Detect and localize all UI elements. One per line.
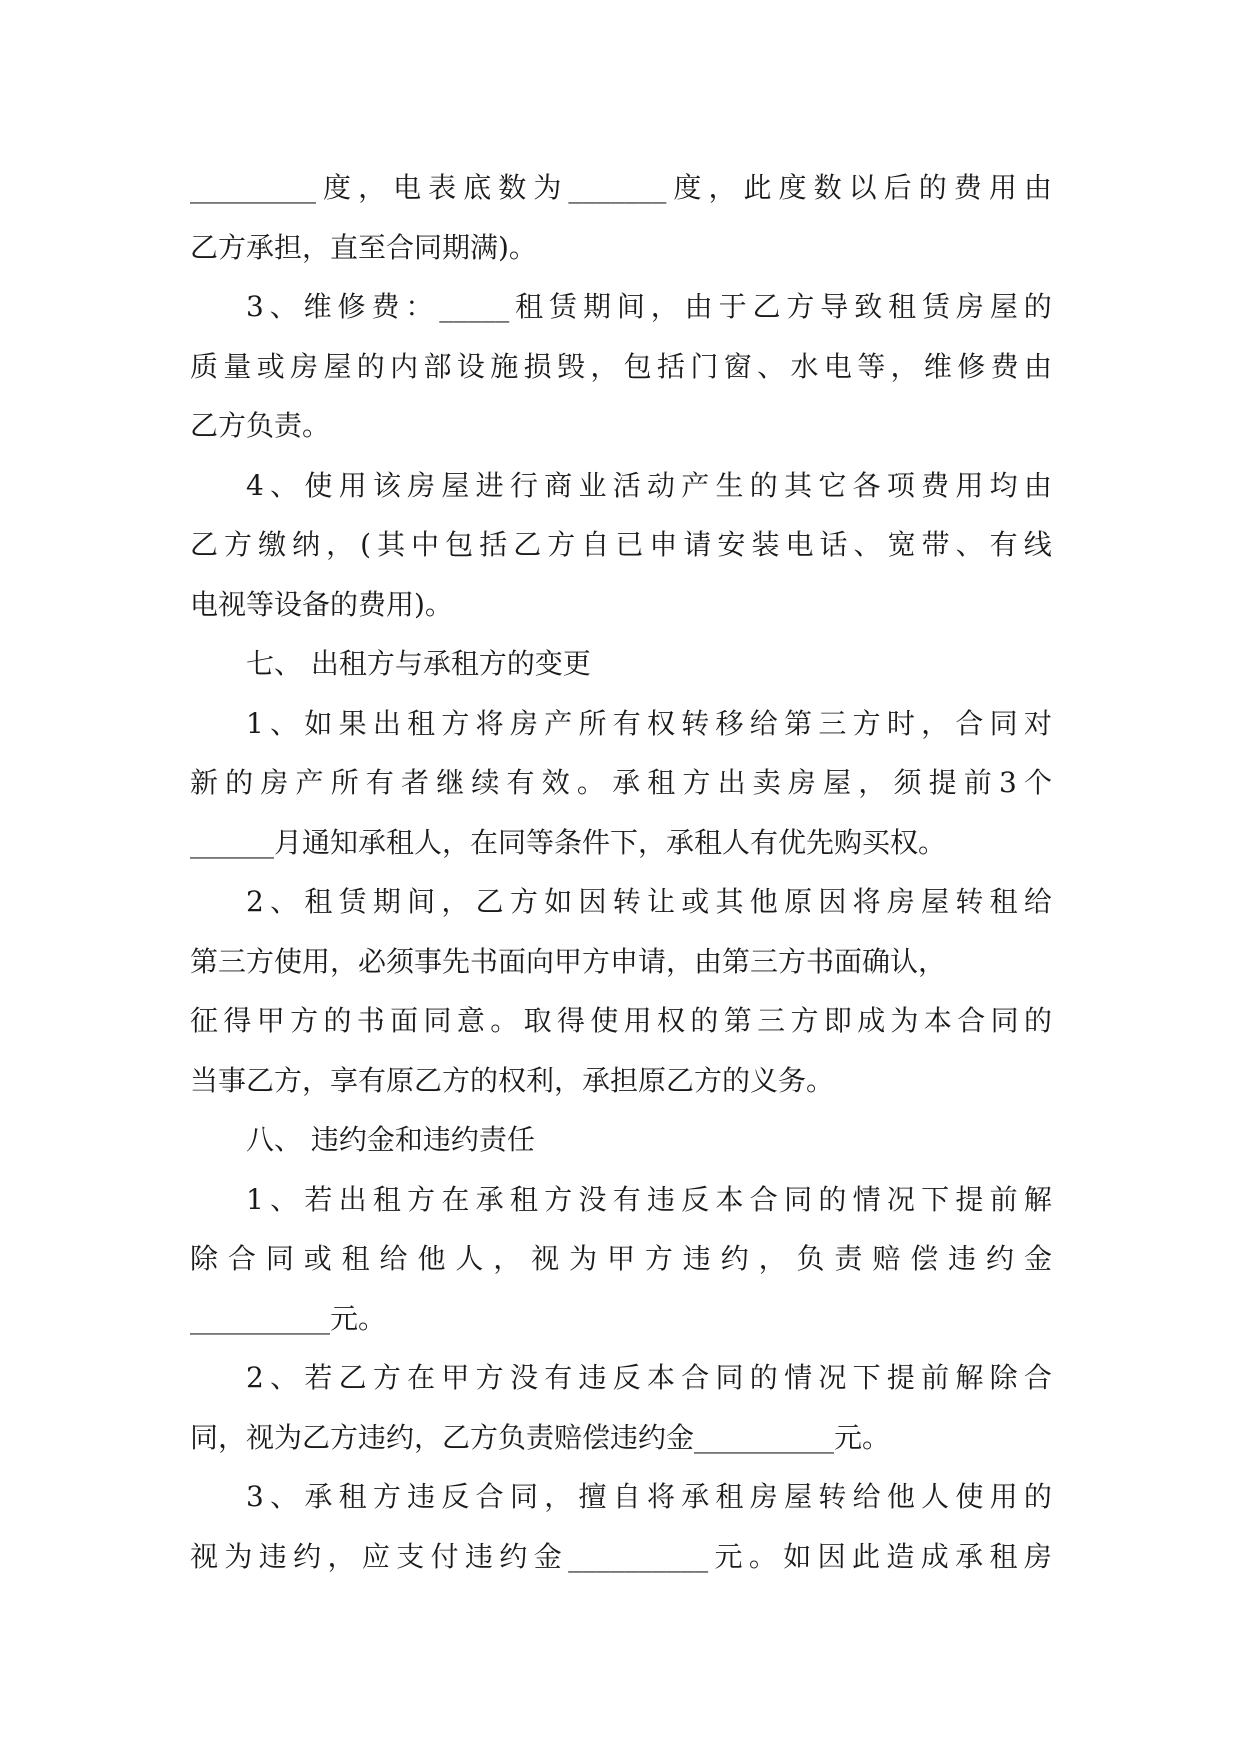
text-line-10: 1 、 如 果 出 租 方 将 房 产 所 有 权 转 移 给 第 三 方 时 ， 合 同 对 (246, 706, 1052, 740)
section-heading-7: 七、 出租方与承租方的变更 (246, 647, 591, 680)
text-line-20: __________元。 (190, 1301, 387, 1335)
text-line-21: 2 、 若 乙 方 在 甲 方 没 有 违 反 本 合 同 的 情 况 下 提 前 解 除 合 (246, 1361, 1052, 1394)
text-line-11: 新 的 房 产 所 有 者 继 续 有 效 。 承 租 方 出 卖 房 屋 ， 须 提 前 3 个 (190, 766, 1052, 799)
text-line-6: 4 、 使 用 该 房 屋 进 行 商 业 活 动 产 生 的 其 它 各 项 费 用 均 由 (246, 468, 1052, 502)
text-line-18: 1 、 若 出 租 方 在 承 租 方 没 有 违 反 本 合 同 的 情 况 下 提 前 解 (246, 1182, 1052, 1216)
text-line-2: 乙方承担，直至合同期满)。 (190, 230, 537, 264)
text-line-1: _________ 度 ， 电 表 底 数 为 _______ 度 ， 此 度 数 以 后 的 费 用 由 (190, 171, 1052, 204)
text-line-3: 3 、 维 修 费 ： _____ 租 赁 期 间 ， 由 于 乙 方 导 致 租 赁 房 屋 的 (246, 290, 1052, 323)
text-line-14: 第三方使用，必须事先书面向甲方申请，由第三方书面确认， (190, 944, 947, 978)
text-line-8: 电视等设备的费用)。 (190, 587, 453, 621)
text-line-7: 乙 方 缴 纳 ， ( 其 中 包 括 乙 方 自 已 申 请 安 装 电 话 、 宽 带 、 有 线 (190, 528, 1052, 561)
text-line-19: 除 合 同 或 租 给 他 人 ， 视 为 甲 方 违 约 ， 负 责 赔 偿 违 约 金 (190, 1242, 1052, 1275)
text-line-22: 同，视为乙方违约，乙方负责赔偿违约金__________元。 (190, 1420, 891, 1454)
text-line-4: 质 量 或 房 屋 的 内 部 设 施 损 毁 ， 包 括 门 窗 、 水 电 等 ， 维 修 费 由 (190, 349, 1052, 383)
text-line-5: 乙方负责。 (190, 409, 331, 442)
section-heading-8: 八、 违约金和违约责任 (246, 1123, 535, 1156)
text-line-23: 3 、 承 租 方 违 反 合 同 ， 擅 自 将 承 租 房 屋 转 给 他 人 使 用 的 (246, 1480, 1052, 1513)
text-line-12: ______月通知承租人，在同等条件下，承租人有优先购买权。 (190, 825, 947, 859)
document-body (190, 158, 1052, 1586)
text-line-24: 视 为 违 约 ， 应 支 付 违 约 金 __________ 元 。 如 因 此 造 成 承 租 房 (190, 1539, 1052, 1573)
text-line-15: 征 得 甲 方 的 书 面 同 意 。 取 得 使 用 权 的 第 三 方 即 成 为 本 合 同 的 (190, 1004, 1052, 1037)
text-line-16: 当事乙方，享有原乙方的权利，承担原乙方的义务。 (190, 1063, 835, 1097)
text-line-13: 2 、 租 赁 期 间 ， 乙 方 如 因 转 让 或 其 他 原 因 将 房 屋 转 租 给 (246, 885, 1052, 918)
